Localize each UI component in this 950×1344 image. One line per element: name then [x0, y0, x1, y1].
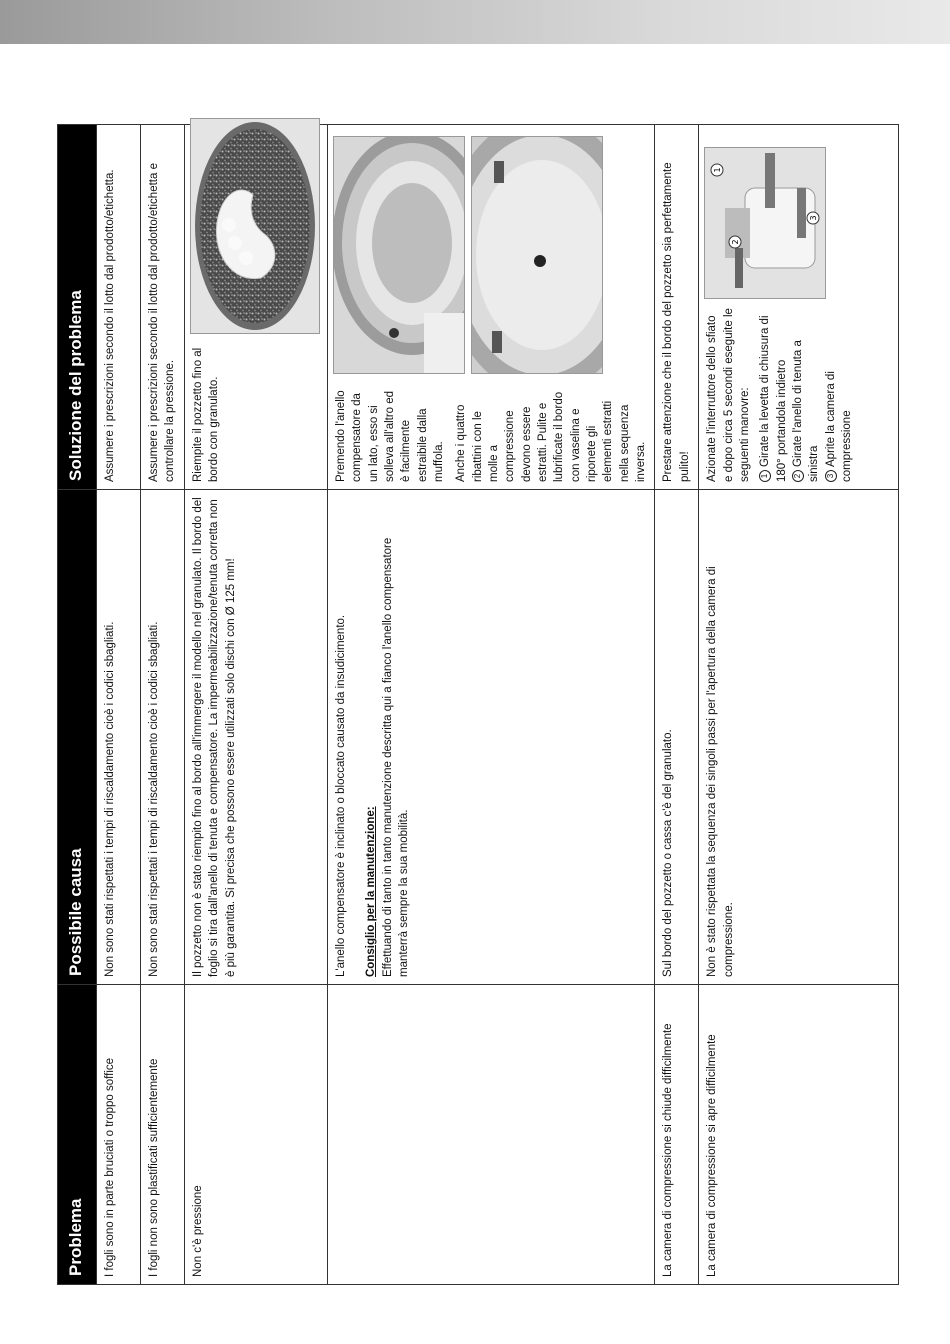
cause-cell: Il pozzetto non è stato riempito fino al bordo all'immergere il modello nel granulato. Il bordo del foglio si tira dall'anello di tenuta e compensatore. La impermeabilizzazione/tenuta corretta non è più garantita. Si precisa che possono essere utilizzati solo dischi con Ø 125 mm!	[185, 490, 328, 985]
cause-cell: Non sono stati rispettati i tempi di riscaldamento cioè i codici sbagliati.	[97, 490, 141, 985]
cause-text: L'anello compensatore è inclinato o bloccato causato da insudicimento.	[335, 614, 347, 977]
header-cause: Possibile causa	[58, 490, 97, 985]
step-2: 2Girate l'anello di tenuta a sinistra	[791, 340, 821, 482]
problem-cell: I fogli sono in parte bruciati o troppo soffice	[97, 985, 141, 1285]
svg-text:2: 2	[731, 239, 741, 245]
step-1: 1Girate la levetta di chiusura di 180° portandola indietro	[759, 315, 788, 482]
header-row	[58, 125, 97, 1285]
table-row	[185, 125, 328, 1285]
table-row	[97, 125, 141, 1285]
svg-text:3: 3	[809, 215, 819, 221]
header-solution: Soluzione del problema	[58, 125, 97, 490]
solution-cell: Prestare attenzione che il bordo del pozzetto sia perfettamente pulito!	[655, 125, 699, 490]
problem-cell: La camera di compressione si apre difficilmente	[699, 985, 899, 1285]
solution-text-2: Anche i quattro ribattini con le molle a compressione devono essere estratti. Pulite e lubrificate il bordo con vaselina e riponete gli elementi estratti nella sequenza inversa.	[455, 391, 647, 482]
solution-text: Riempite il pozzetto fino al bordo con granulato.	[192, 347, 221, 482]
troubleshooting-table	[57, 124, 899, 1285]
problem-cell: Non c'è pressione	[185, 985, 328, 1285]
solution-cell: Assumere i prescrizioni secondo il lotto dal prodotto/etichetta.	[97, 125, 141, 490]
problem-cell	[328, 985, 655, 1285]
solution-cell	[328, 125, 655, 490]
troubleshooting-table-wrapper	[57, 125, 891, 1285]
header-band	[0, 0, 950, 44]
compensating-ring-photo	[333, 136, 465, 374]
compression-chamber-photo	[704, 147, 826, 299]
problem-cell: I fogli non sono plastificati sufficientemente	[141, 985, 185, 1285]
cause-cell: Non è stato rispettata la sequenza dei singoli passi per l'apertura della camera di compressione.	[699, 490, 899, 985]
svg-text:1: 1	[713, 167, 723, 173]
cause-cell: Non sono stati rispettati i tempi di riscaldamento cioè i codici sbagliati.	[141, 490, 185, 985]
springs-photo	[471, 136, 603, 374]
solution-text: Azionate l'interruttore dello sfiato e dopo circa 5 secondi eseguite le seguenti manovre:	[706, 308, 751, 482]
problem-cell: La camera di compressione si chiude difficilmente	[655, 985, 699, 1285]
maintenance-tip-text: Effettuando di tanto in tanto manutenzione descritta qui a fianco l'anello compensatore manterrà sempre la sua mobilità.	[381, 537, 410, 977]
granulate-photo	[190, 118, 320, 334]
solution-cell	[699, 125, 899, 490]
table-row	[328, 125, 655, 1285]
solution-cell	[185, 125, 328, 490]
cause-cell: Sul bordo del pozzetto o cassa c'è del granulato.	[655, 490, 699, 985]
maintenance-tip-title: Consiglio per la manutenzione:	[365, 806, 378, 977]
solution-text: Premendo l'anello compensatore da un lato, esso si solleva all'altro ed è facilmente estraibile dalla muffola.	[335, 390, 445, 482]
table-row	[655, 125, 699, 1285]
cause-cell	[328, 490, 655, 985]
header-problem: Problema	[58, 985, 97, 1285]
solution-cell: Assumere i prescrizioni secondo il lotto dal prodotto/etichetta e controllare la pressione.	[141, 125, 185, 490]
table-row	[141, 125, 185, 1285]
table-row	[699, 125, 899, 1285]
step-3: 3Aprite la camera di compressione	[824, 371, 853, 482]
